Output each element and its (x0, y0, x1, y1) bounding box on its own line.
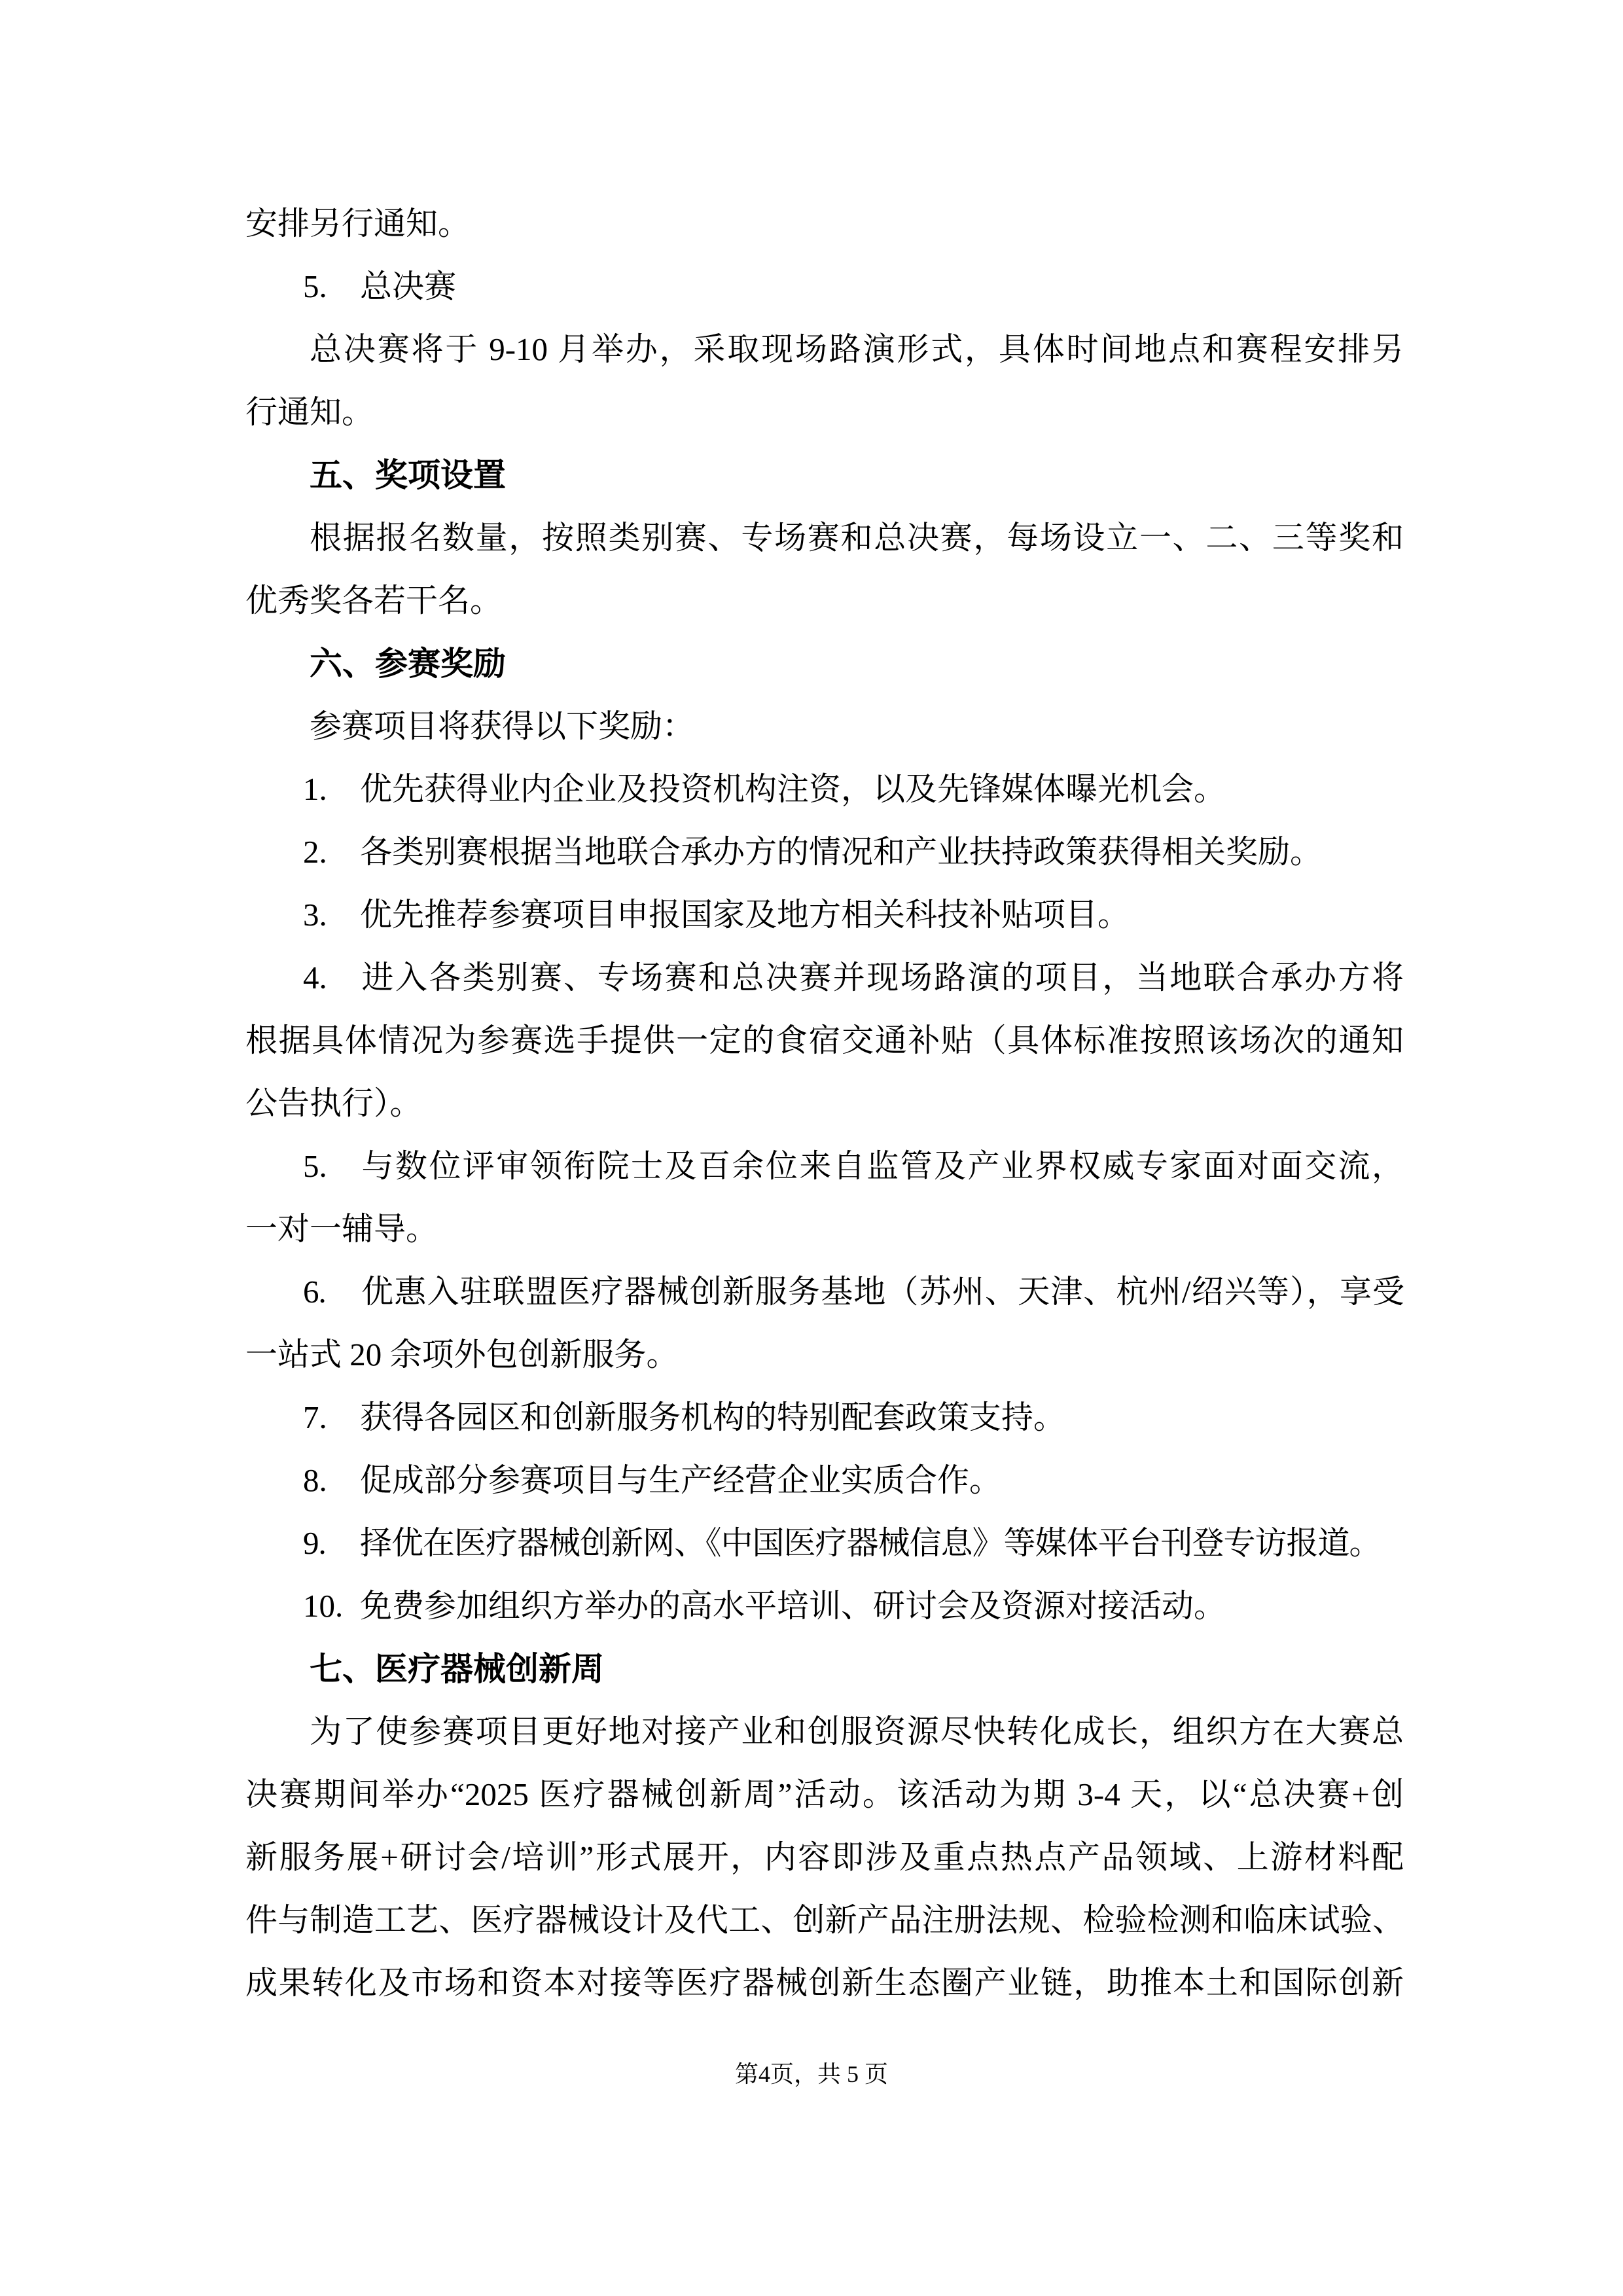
list-item-number: 1. (303, 771, 327, 807)
list-item (245, 1512, 1404, 1575)
list-item (245, 1135, 1404, 1198)
paragraph-line: 决赛期间举办“2025 医疗器械创新周”活动。该活动为期 3-4 天，以“总决赛+创 (245, 1776, 1404, 1812)
list-item (245, 1575, 1404, 1638)
paragraph-line: 为了使参赛项目更好地对接产业和创服资源尽快转化成长，组织方在大赛总 (310, 1713, 1404, 1749)
list-item-number: 7. (303, 1399, 327, 1435)
paragraph-line: 公告执行）。 (245, 1085, 422, 1121)
list-item (245, 255, 1404, 318)
list-item-text: 优先获得业内企业及投资机构注资，以及先锋媒体曝光机会。 (360, 771, 1226, 807)
paragraph-line: 优秀奖各若干名。 (245, 583, 503, 619)
paragraph-line: 成果转化及市场和资本对接等医疗器械创新生态圈产业链，助推本土和国际创新 (245, 1965, 1404, 2001)
list-item (245, 1386, 1404, 1449)
list-item-number: 9. (303, 1525, 326, 1561)
list-item-number: 10. (303, 1588, 344, 1624)
paragraph-line: 总决赛将于 9-10 月举办，采取现场路演形式，具体时间地点和赛程安排另 (310, 331, 1404, 367)
list-item-text: 促成部分参赛项目与生产经营企业实质合作。 (360, 1462, 1002, 1498)
list-item-number: 6. (303, 1274, 326, 1310)
list-item (245, 1449, 1404, 1512)
paragraph-line: 行通知。 (245, 394, 374, 430)
paragraph-line: 新服务展+研讨会/培训”形式展开，内容即涉及重点热点产品领域、上游材料配 (245, 1839, 1404, 1875)
text-line: 安排另行通知。 (245, 206, 471, 242)
list-item (245, 758, 1404, 821)
list-item (245, 946, 1404, 1009)
list-item (245, 821, 1404, 884)
document-body (245, 192, 1404, 2015)
list-item-text: 获得各园区和创新服务机构的特别配套政策支持。 (360, 1399, 1066, 1435)
section-heading-7: 七、医疗器械创新周 (310, 1651, 604, 1687)
paragraph-line: 根据具体情况为参赛选手提供一定的食宿交通补贴（具体标准按照该场次的通知 (245, 1022, 1404, 1058)
list-item-number: 8. (303, 1462, 327, 1498)
paragraph-line: 一站式 20 余项外包创新服务。 (245, 1336, 679, 1372)
list-item-text: 与数位评审领衔院士及百余位来自监管及产业界权威专家面对面交流， (360, 1148, 1404, 1184)
section-heading-6: 六、参赛奖励 (310, 645, 506, 682)
list-item-text: 择优在医疗器械创新网、《中国医疗器械信息》等媒体平台刊登专访报道。 (360, 1525, 1381, 1561)
paragraph-line: 一对一辅导。 (245, 1211, 438, 1247)
list-item (245, 1261, 1404, 1323)
list-item-number: 5. (303, 268, 327, 304)
list-item-text: 进入各类别赛、专场赛和总决赛并现场路演的项目，当地联合承办方将 (360, 960, 1404, 996)
paragraph-line: 参赛项目将获得以下奖励： (310, 708, 695, 744)
paragraph-line: 件与制造工艺、医疗器械设计及代工、创新产品注册法规、检验检测和临床试验、 (245, 1902, 1404, 1938)
list-item (245, 884, 1404, 946)
list-item-text: 免费参加组织方举办的高水平培训、研讨会及资源对接活动。 (360, 1588, 1226, 1624)
list-item-text: 优惠入驻联盟医疗器械创新服务基地（苏州、天津、杭州/绍兴等），享受 (360, 1274, 1404, 1310)
list-item-number: 3. (303, 897, 327, 933)
list-item-text: 各类别赛根据当地联合承办方的情况和产业扶持政策获得相关奖励。 (360, 834, 1323, 870)
list-item-number: 2. (303, 834, 327, 870)
page-footer: 第4页，共 5 页 (734, 2061, 888, 2087)
list-item-number: 5. (303, 1148, 327, 1184)
list-item-number: 4. (303, 960, 327, 996)
list-item-text: 优先推荐参赛项目申报国家及地方相关科技补贴项目。 (360, 897, 1130, 933)
section-heading-5: 五、奖项设置 (310, 457, 506, 493)
list-item-text: 总决赛 (360, 268, 457, 304)
paragraph-line: 根据报名数量，按照类别赛、专场赛和总决赛，每场设立一、二、三等奖和 (310, 520, 1404, 556)
